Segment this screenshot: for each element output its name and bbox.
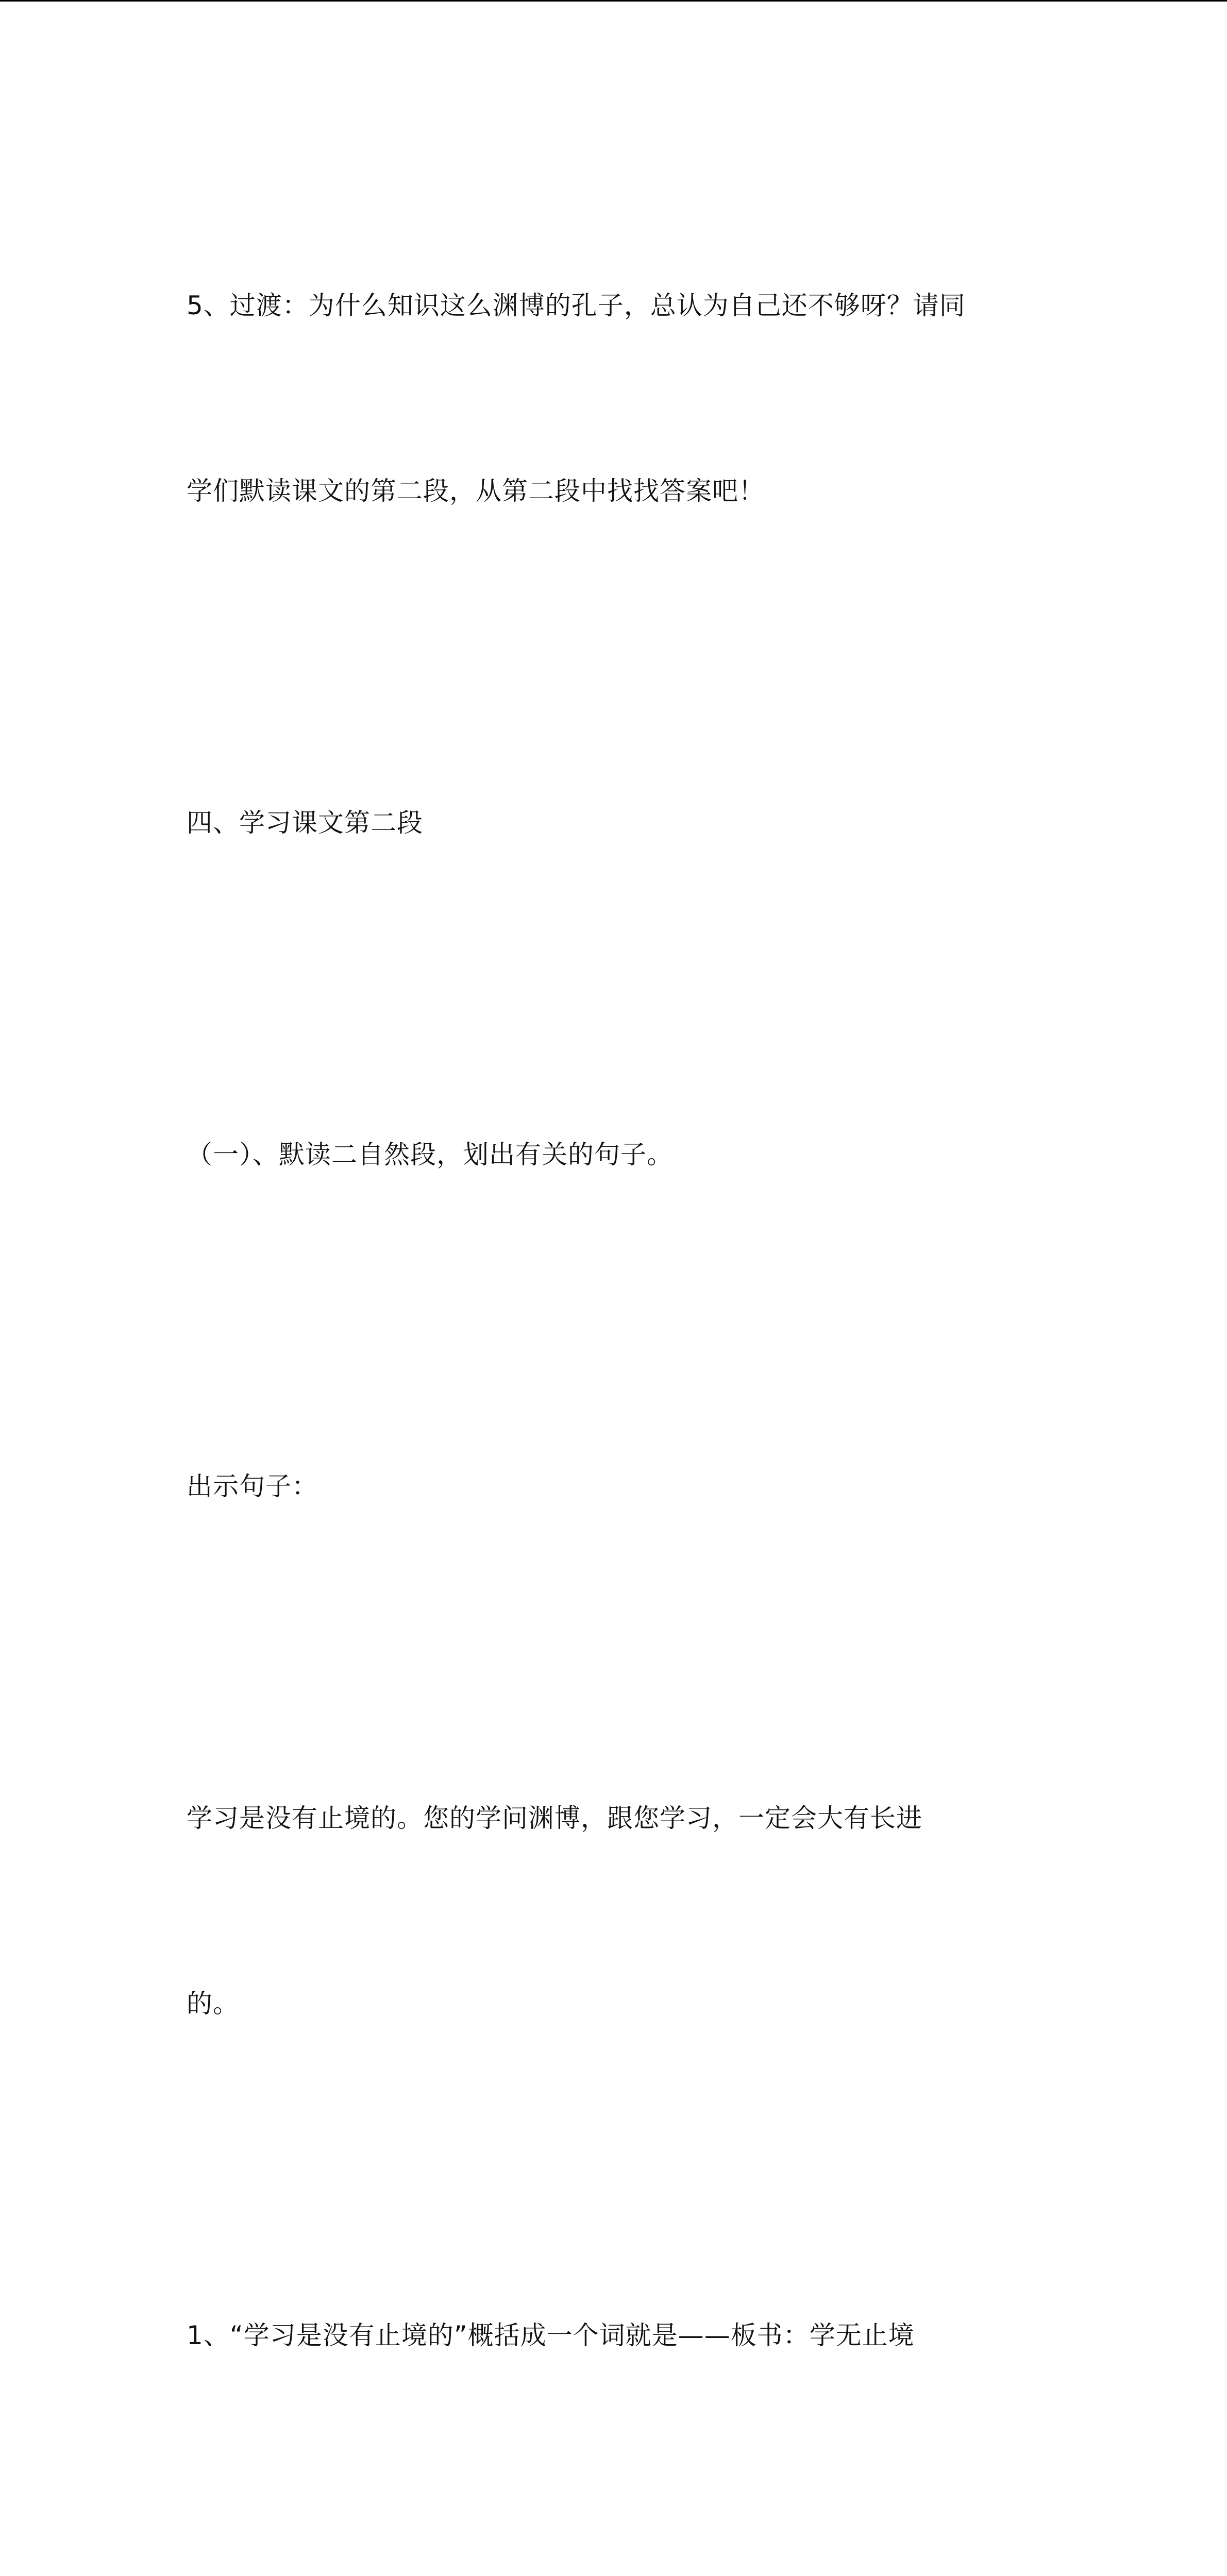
subsection-heading: [187, 1000, 1042, 1309]
paragraph-quote: [187, 1664, 1042, 2158]
paragraph-item-1: [187, 2181, 1042, 2490]
text-line: 出示句子：: [187, 1471, 318, 1501]
document-body: [187, 151, 1042, 2576]
text-line: 1、“学习是没有止境的”概括成一个词就是——板书：学无止境: [187, 2320, 915, 2350]
text-line: 学们默读课文的第二段，从第二段中找找答案吧！: [187, 476, 765, 506]
text-line: 四、学习课文第二段: [187, 808, 423, 838]
paragraph-item-2: [187, 2513, 1042, 2576]
paragraph-show-sentence: [187, 1332, 1042, 1641]
paragraph-transition-5: [187, 151, 1042, 646]
text-line: （一）、默读二自然段，划出有关的句子。: [187, 1140, 673, 1170]
text-line: 5、过渡：为什么知识这么渊博的孔子，总认为自己还不够呀？请同: [187, 291, 966, 320]
section-heading: [187, 668, 1042, 977]
text-line: 的。: [187, 1989, 239, 2019]
text-line: 学习是没有止境的。您的学问渊博，跟您学习，一定会大有长进: [187, 1803, 922, 1833]
